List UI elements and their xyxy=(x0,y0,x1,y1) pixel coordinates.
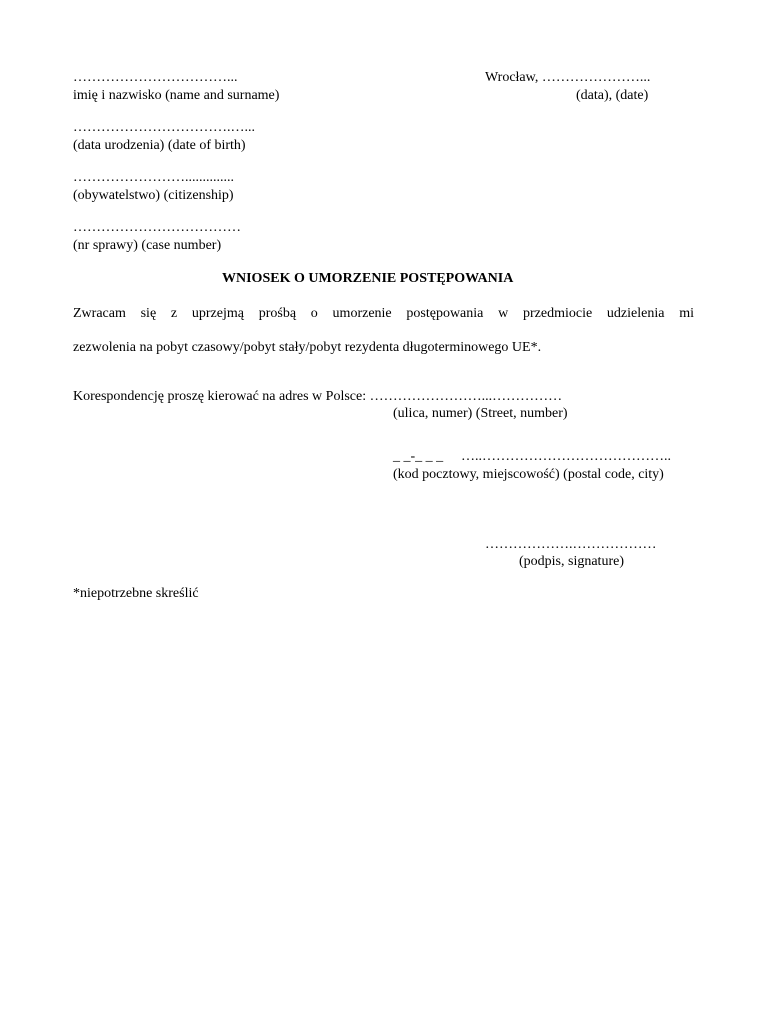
case-number-blank: ……………………………… xyxy=(73,220,241,235)
date-line xyxy=(485,71,650,85)
address-intro: Korespondencję proszę kierować na adres w Polsce: xyxy=(73,389,370,404)
signature-label: (podpis, signature) xyxy=(519,554,624,569)
footnote: *niepotrzebne skreślić xyxy=(73,586,199,601)
street-label: (ulica, numer) (Street, number) xyxy=(393,406,568,421)
document-title: WNIOSEK O UMORZENIE POSTĘPOWANIA xyxy=(222,271,514,286)
name-blank: ……………………………... xyxy=(73,70,238,85)
name-label: imię i nazwisko (name and surname) xyxy=(73,88,280,103)
signature-blank: ……………….……………… xyxy=(485,537,657,552)
postal-code-blank: _ _-_ _ _ xyxy=(393,449,444,464)
citizenship-label: (obywatelstwo) (citizenship) xyxy=(73,188,234,203)
date-label: (data), (date) xyxy=(576,88,649,103)
city-label: (kod pocztowy, miejscowość) (postal code, city) xyxy=(393,467,664,482)
city-blank: …..………………………………….. xyxy=(461,449,671,464)
case-number-label: (nr sprawy) (case number) xyxy=(73,238,222,253)
place-prefix: Wrocław, xyxy=(485,70,542,85)
body-line-2: zezwolenia na pobyt czasowy/pobyt stały/pobyt rezydenta długoterminowego UE*. xyxy=(73,340,542,355)
birth-label: (data urodzenia) (date of birth) xyxy=(73,138,246,153)
body-line-1: Zwracam się z uprzejmą prośbą o umorzenie postępowania w przedmiocie udzielenia mi xyxy=(73,306,694,321)
date-blank: …………………... xyxy=(541,70,651,85)
citizenship-blank: …………………….............. xyxy=(73,170,234,185)
address-line xyxy=(73,390,562,404)
birth-blank: …………………………….…... xyxy=(73,120,255,135)
street-blank: ……………………...…………… xyxy=(369,389,563,404)
